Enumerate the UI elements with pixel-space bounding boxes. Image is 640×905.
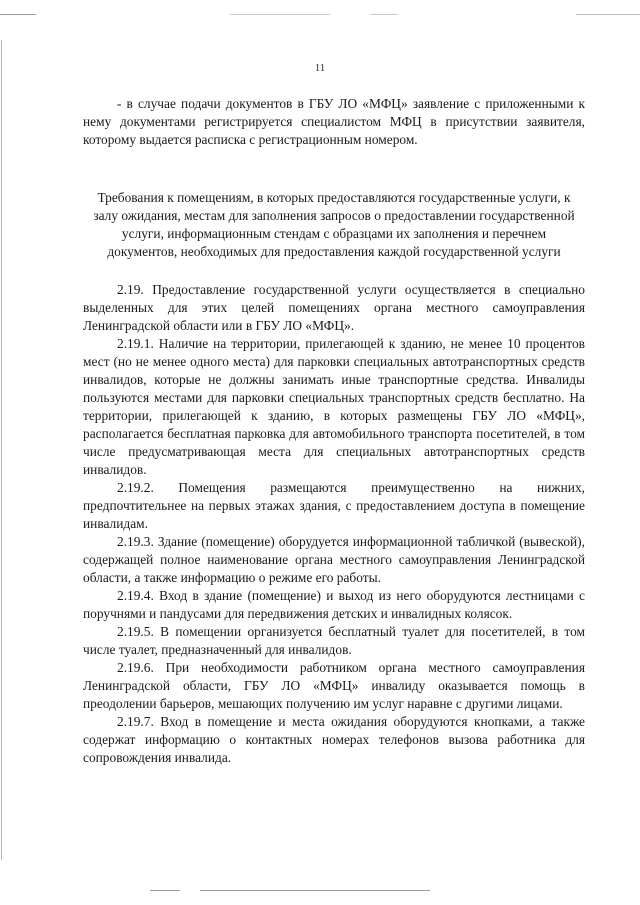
scan-artifact-left-edge [1, 40, 2, 860]
paragraph-2-19-7: 2.19.7. Вход в помещение и места ожидания оборудуются кнопками, а также содержат информацию о контактных номерах телефонов вызова работника для сопровождения инвалида. [83, 714, 585, 765]
intro-paragraph: - в случае подачи документов в ГБУ ЛО «МФЦ» заявление с приложенными к нему документами регистрируется специалистом МФЦ в присутствии заявителя, которому выдается расписка с регистрационным номером. [83, 96, 585, 147]
paragraph-2-19-1: 2.19.1. Наличие на территории, прилегающей к зданию, не менее 10 процентов мест (но не менее одного места) для парковки специальных автотранспортных средств инвалидов, которые не должны занимать иные транспортные средства. Инвалиды пользуются местами для парковки специальных транспортных средств бесплатно. На территории, прилегающей к зданию, в которых размещены ГБУ ЛО «МФЦ», располагается бесплатная парковка для автомобильного транспорта посетителей, в том числе предусматривающая места для специальных автотранспортных средств инвалидов. [83, 336, 585, 477]
scan-artifact-top-right [576, 14, 640, 15]
scan-artifact-bottom-left [150, 890, 180, 891]
paragraph-2-19-2: 2.19.2. Помещения размещаются преимущественно на нижних, предпочтительнее на первых этажах здания, с предоставлением доступа в помещение инвалидам. [83, 480, 585, 531]
paragraph-2-19: 2.19. Предоставление государственной услуги осуществляется в специально выделенных для этих целей помещениях органа местного самоуправления Ленинградской области или в ГБУ ЛО «МФЦ». [83, 282, 585, 333]
paragraph-2-19-3: 2.19.3. Здание (помещение) оборудуется информационной табличкой (вывеской), содержащей полное наименование органа местного самоуправления Ленинградской области, а также информацию о режиме его работы. [83, 534, 585, 585]
section-heading: Требования к помещениям, в которых предоставляются государственные услуги, к залу ожидания, местам для заполнения запросов о предоставлении государственной услуги, информационным стендам с образцами их заполнения и перечнем документов, необходимых для предоставления каждой государственной услуги [93, 190, 575, 259]
scan-artifact-top-mid [230, 14, 330, 15]
paragraph-2-19-4: 2.19.4. Вход в здание (помещение) и выход из него оборудуются лестницами с поручнями и пандусами для передвижения детских и инвалидных колясок. [83, 588, 585, 621]
scan-artifact-top-mid2 [370, 14, 398, 15]
scan-artifact-top-left [0, 14, 36, 15]
paragraph-2-19-6: 2.19.6. При необходимости работником органа местного самоуправления Ленинградской области, ГБУ ЛО «МФЦ» инвалиду оказывается помощь в преодолении барьеров, мешающих получению им услуг наравне с другими лицами. [83, 660, 585, 711]
document-body [83, 95, 585, 767]
paragraph-2-19-5: 2.19.5. В помещении организуется бесплатный туалет для посетителей, в том числе туалет, предназначенный для инвалидов. [83, 624, 585, 657]
page-number: 11 [314, 62, 326, 74]
scan-artifact-bottom-mid [200, 890, 430, 891]
